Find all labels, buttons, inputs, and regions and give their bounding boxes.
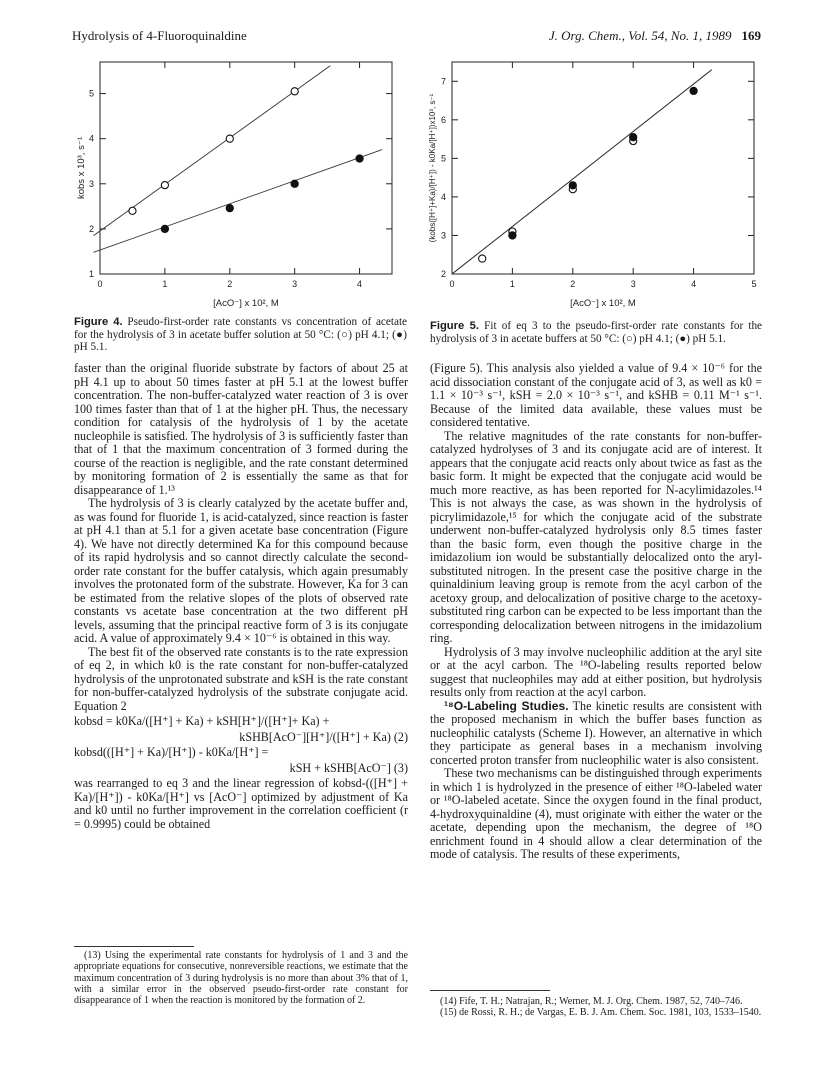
left-paragraph-2: The hydrolysis of 3 is clearly catalyzed by the acetate buffer and, as was found for fluoride 1, is acid-catalyzed, since reaction is faster at pH 4.1 than at 5.1 for a given acetate base concentration (Figure 4). We have not directly determined Ka for this compound because of its rapid hydrolysis and so cannot directly calculate the second-order rate constant for the buffer catalysis, which again presumably involves the protonated form of the substrate. However, Ka for 3 can be estimated from the relative slopes of the plots of observed rate constants vs acetate base concentration at the two different pH levels, assuming that the principal reactive form of 3 is its conjugate acid. A value of approximately 9.4 × 10⁻⁶ is obtained in this way. [74,496,408,645]
left-paragraph-1: faster than the original fluoride substrate by factors of about 25 at pH 4.1 up to about 50 times faster at pH 5.1 at the lowest buffer concentration. The non-buffer-catalyzed water reaction of 3 is over 100 times faster than that of 1 at the higher pH. Thus, the necessary condition for catalysis of the hydrolysis of 1 by the acetate nucleophile is satisfied. The hydrolysis of 3 is sufficiently faster than that of 1 that the maximum concentration of 3 formed during the course of the reaction is negligible, and the rate constant determined by monitoring formation of 2 is essentially the same as that for disappearance of 1.¹³ [74,361,408,497]
y-tick-label: 3 [440,230,446,241]
x-tick-label: 1 [162,279,168,289]
section-heading-18o-labeling: ¹⁸O-Labeling Studies. [444,698,569,713]
right-paragraph-4-text: The kinetic results are consistent with the proposed mechanism in which the buffer bases function as nucleophilic catalysts (Scheme I). However, an alternative in which they participate as general bases in a mechanism involving concerted proton transfer from nucleophilic water is also consistent. [430,698,762,767]
right-footnotes [430,996,762,1019]
x-tick-label: 4 [357,279,363,289]
right-paragraph-3: Hydrolysis of 3 may involve nucleophilic addition at the aryl site or at the acyl carbon. The ¹⁸O-labeling results reported below suggest that nucleophiles may add at either position, but hydrolysis results only from reaction at the acyl carbon. [430,644,762,699]
figure-4-caption-label: Figure 4. [74,316,123,328]
figure-5-caption-text: Fit of eq 3 to the pseudo-first-order rate constants for the hydrolysis of 3 in acetate buffers at 50 °C: (○) pH 4.1; (●) pH 5.1. [430,320,763,345]
y-tick-label: 5 [440,153,446,164]
x-tick-label: 2 [227,279,233,289]
data-point-ph-5-1 [356,155,363,162]
y-tick-label: 7 [440,76,446,87]
figure-4-chart [74,52,414,314]
x-tick-label: 0 [449,279,455,289]
equation-3-line-1: kobsd(([H⁺] + Ka)/[H⁺]) - k0Ka/[H⁺] = [74,745,269,759]
data-point-ph-5-1 [690,87,697,94]
figure-4-caption [74,316,407,354]
data-point-ph-4-1 [129,207,136,214]
y-tick-label: 3 [88,178,94,189]
y-tick-label: 4 [88,133,94,144]
right-paragraph-2: The relative magnitudes of the rate constants for non-buffer-catalyzed hydrolyses of 3 and its conjugate acid are of interest. It appears that the conjugate acid reacts only about twice as fast as the basic form. It might be expected that the conjugate acid would be much more reactive, as has been reported for N-acylimidazoles.¹⁴ This is not always the case, as was shown in the hydrolysis of picrylimidazole,¹⁵ for which the conjugate acid of the substrate underwent non-buffer-catalyzed hydrolysis only 8.5 times faster than the basic form, even though the positive charge in the imidazolium ion would be substantially delocalized onto the aryl-substituted nitrogen. In the present case the positive charge in the quinaldinium leaving group is remote from the acyl carbon of the acetoxy group, and delocalization of positive charge to the acetoxy-substituted ring carbon can be expected to be less important than the corresponding delocalization between nitrogens in the imidazolium ring. [430,428,762,645]
right-paragraph-4 [430,700,762,768]
data-point-ph-4-1 [161,182,168,189]
x-axis-label: [AcO⁻] x 10², M [570,298,636,309]
right-column [430,362,762,862]
left-footnote-rule [74,946,194,947]
fit-line-ph-5-1 [94,150,383,253]
running-header-right [549,28,761,44]
y-axis-label: kobs x 10³, s⁻¹ [76,136,87,200]
y-tick-label: 2 [88,223,94,234]
data-point-ph-5-1 [569,182,576,189]
footnote-13-text: (13) Using the experimental rate constants for hydrolysis of 1 and 3 and the appropriate equations for consecutive, nonreversible reactions, we estimate that the maximum concentration of 3 during hydrolysis is no more than about 3% that of 1, with a similar error in the observed pseudo-first-order rate constant for disappearance of 1 when the reaction is monitored by the formation of 2. [74,950,408,1007]
equation-3-line-2: kSH + kSHB[AcO⁻] (3) [289,760,408,775]
left-paragraph-3: The best fit of the observed rate constants is to the rate expression of eq 2, in which k0 is the rate constant for non-buffer-catalyzed hydrolysis of the unprotonated substrate and kSH is the rate constant for non-buffer-catalyzed hydrolysis of the substrate conjugate acid. Equation 2 [74,644,408,713]
y-tick-label: 2 [440,269,446,279]
data-point-ph-5-1 [226,205,233,212]
figure-4-caption-text: Pseudo-first-order rate constants vs concentration of acetate for the hydrolysis of 3 in acetate buffer solution at 50 °C: (○) pH 4.1; (●) pH 5.1. [74,316,408,354]
running-header-left: Hydrolysis of 4-Fluoroquinaldine [72,28,247,43]
right-footnote-rule [430,990,550,991]
left-column [74,362,408,831]
data-point-ph-5-1 [291,180,298,187]
plot-frame [452,62,754,274]
footnote-15: (15) de Rossi, R. H.; de Vargas, E. B. J. Am. Chem. Soc. 1981, 103, 1533–1540. [440,1007,762,1019]
right-paragraph-1: (Figure 5). This analysis also yielded a value of 9.4 × 10⁻⁶ for the acid dissociation constant of the conjugate acid of 3, as well as k0 = 1.1 × 10⁻³ s⁻¹, kSH = 2.0 × 10⁻³ s⁻¹, and kSHB = 0.11 M⁻¹ s⁻¹. Because of the limited data available, these values must be considered tentative. [430,361,762,429]
y-axis-label: (kobs([H⁺]+Ka)/[H⁺]) - k0Ka/[H⁺])x10³, s⁻¹ [428,93,437,243]
y-tick-label: 1 [88,269,94,279]
journal-citation: J. Org. Chem., Vol. 54, No. 1, 1989 [548,28,732,43]
x-tick-label: 2 [570,279,576,289]
data-point-ph-4-1 [226,135,233,142]
x-tick-label: 3 [292,279,298,289]
right-paragraph-5: These two mechanisms can be distinguished through experiments in which 1 is hydrolyzed in the presence of either ¹⁸O-labeled water or ¹⁸O-labeled acetate. Since the oxygen found in the final product, 4-hydroxyquinaldine (4), must originate with either the water or the acetate, depending upon the mechanism, the degree of ¹⁸O enrichment found in 4 should allow a clear determination of the mode of catalysis. The results of these experiments, [430,766,762,861]
equation-2-line-1: kobsd = k0Ka/([H⁺] + Ka) + kSH[H⁺]/([H⁺]+ Ka) + [74,714,330,728]
fit-line-ph-5-1 [452,70,712,274]
data-point-ph-5-1 [161,225,168,232]
plot-frame [100,62,392,274]
data-point-ph-4-1 [479,255,486,262]
figure-5-caption [430,320,762,345]
figure-5-chart [424,52,764,314]
x-tick-label: 1 [509,279,515,289]
data-point-ph-4-1 [291,88,298,95]
data-point-ph-5-1 [509,232,516,239]
x-tick-label: 5 [751,279,757,289]
footnote-14: (14) Fife, T. H.; Natrajan, R.; Werner, M. J. Org. Chem. 1987, 52, 740–746. [440,996,743,1007]
y-tick-label: 5 [88,88,94,99]
figure-5-caption-label: Figure 5. [430,320,479,332]
x-tick-label: 0 [97,279,103,289]
x-tick-label: 4 [691,279,697,289]
left-paragraph-4: was rearranged to eq 3 and the linear regression of kobsd-(([H⁺] + Ka)/[H⁺]) - k0Ka/[H⁺] vs [AcO⁻] optimized by adjustment of Ka and k0 until no further improvement in the correlation coefficient (r = 0.9995) could be obtained [74,776,408,831]
page-number: 169 [741,28,761,43]
data-point-ph-5-1 [630,134,637,141]
y-tick-label: 6 [440,114,446,125]
equation-2-line-2: kSHB[AcO⁻][H⁺]/([H⁺] + Ka) (2) [239,729,408,744]
x-axis-label: [AcO⁻] x 10², M [213,298,279,309]
y-tick-label: 4 [440,191,446,202]
footnote-13 [74,950,408,1006]
x-tick-label: 3 [630,279,636,289]
